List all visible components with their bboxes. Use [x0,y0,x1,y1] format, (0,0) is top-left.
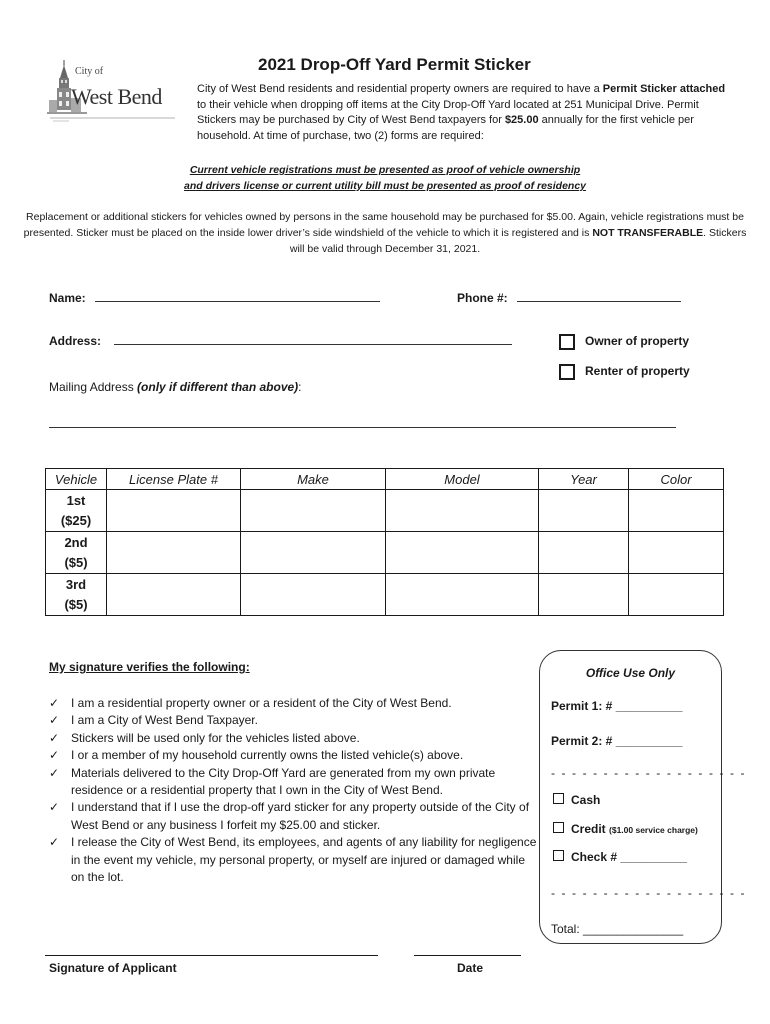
intro-paragraph [197,82,732,144]
table-row [46,532,724,574]
address-label: Address: [49,334,102,348]
proof-line-registration: Current vehicle registrations must be presented as proof of vehicle ownership [189,164,581,176]
credit-checkbox[interactable] [553,822,564,833]
verification-text: Stickers will be used only for the vehicles listed above. [71,730,360,745]
intro-bold-price: $25.00 [504,114,539,126]
mailing-label: Mailing Address [49,380,138,394]
make-cell[interactable] [241,490,386,532]
office-divider-bottom: - - - - - - - - - - - - - - - - - - - [551,886,747,900]
office-divider-top: - - - - - - - - - - - - - - - - - - - [551,766,747,780]
make-cell[interactable] [241,574,386,616]
permit-2-field[interactable]: Permit 2: # __________ [551,734,683,748]
checkmark-icon: ✓ [49,765,60,780]
address-input-line[interactable] [114,334,512,345]
vehicle-label-cell [46,574,107,616]
signature-line[interactable] [45,955,378,956]
check-number-field[interactable]: Check # __________ [571,850,688,864]
checkmark-icon: ✓ [49,730,60,745]
mailing-input-line[interactable] [49,427,676,428]
check-option [553,850,687,864]
table-row [46,490,724,532]
verification-text: Materials delivered to the City Drop-Off Yard are generated from my own private residence or a residential property that I own in the City of West Bend. [71,765,496,798]
phone-input-line[interactable] [517,291,681,302]
model-cell[interactable] [386,574,539,616]
list-item [49,695,539,712]
name-field [49,291,380,305]
header-year: Year [539,469,629,490]
model-cell[interactable] [386,490,539,532]
header-color: Color [629,469,724,490]
date-line[interactable] [414,955,521,956]
proof-line-residency: and drivers license or current utility bill must be presented as proof of residency [183,180,587,192]
intro-text-2: to their vehicle when dropping off items at the City Drop-Off Yard located at 251 Municipal Drive. Permit Stickers may be purchased by City of West Bend taxpayers for [197,98,699,126]
verification-list [49,695,539,886]
color-cell[interactable] [629,490,724,532]
cash-checkbox[interactable] [553,793,564,804]
header-make: Make [241,469,386,490]
city-logo [47,58,177,124]
logo-main-text: West Bend [71,84,162,109]
owner-checkbox[interactable] [559,334,575,350]
header-license-plate: License Plate # [107,469,241,490]
check-checkbox[interactable] [553,850,564,861]
model-cell[interactable] [386,532,539,574]
vehicle-price: ($25) [60,512,92,528]
renter-checkbox[interactable] [559,364,575,380]
replacement-paragraph [20,209,750,257]
replacement-text-1: Replacement or additional stickers for vehicles owned by persons in the same household may be purchased for $5.00. Again, vehicle registrations must be presented. Sticker must be placed on the inside lower driver’s side windshield of the vehicle to which it is registered and is [23,211,744,239]
license-plate-cell[interactable] [107,532,241,574]
not-transferable-text: NOT TRANSFERABLE [592,227,704,239]
office-use-box [539,650,747,944]
vehicle-label-cell [46,490,107,532]
signature-label: Signature of Applicant [49,961,177,975]
verification-text: I understand that if I use the drop-off yard sticker for any property outside of the City of West Bend or any business I forfeit my $25.00 and sticker. [71,800,530,832]
year-cell[interactable] [539,574,629,616]
phone-field [457,291,681,305]
logo-small-text: City of [75,66,104,77]
checkmark-icon: ✓ [49,748,60,763]
license-plate-cell[interactable] [107,490,241,532]
name-label: Name: [49,291,86,305]
signature-section-heading: My signature verifies the following: [49,660,250,674]
renter-label: Renter of property [585,364,690,378]
vehicle-table [45,468,724,616]
list-item [49,712,539,729]
replacement-text-2: . Stickers will be valid through December 31, 2021. [289,227,747,255]
year-cell[interactable] [539,490,629,532]
vehicle-ordinal: 3rd [65,576,87,592]
list-item [49,765,539,800]
proof-requirements [20,162,750,194]
checkmark-icon: ✓ [49,696,60,710]
office-use-title: Office Use Only [585,666,676,680]
credit-note: ($1.00 service charge) [609,825,698,835]
cash-option [553,793,600,807]
list-item [49,834,539,886]
color-cell[interactable] [629,574,724,616]
owner-label: Owner of property [585,334,690,348]
checkmark-icon: ✓ [49,835,60,850]
checkmark-icon: ✓ [49,713,60,728]
permit-1-field[interactable]: Permit 1: # __________ [551,699,683,713]
mailing-address-field [49,380,302,394]
vehicle-price: ($5) [64,554,88,570]
total-field[interactable]: Total: _______________ [551,922,684,936]
table-header-row [46,469,724,490]
list-item [49,730,539,747]
list-item [49,747,539,764]
page-title: 2021 Drop-Off Yard Permit Sticker [258,55,531,74]
intro-text-3: annually for the first vehicle per household. At time of purchase, two (2) forms are required: [197,114,694,142]
intro-bold-permit: Permit Sticker attached [602,83,726,95]
color-cell[interactable] [629,532,724,574]
verification-text: I am a City of West Bend Taxpayer. [71,713,258,728]
date-label: Date [457,961,484,975]
make-cell[interactable] [241,532,386,574]
checkmark-icon: ✓ [49,800,60,815]
mailing-colon: : [298,380,302,394]
vehicle-label-cell [46,532,107,574]
phone-label: Phone #: [457,291,508,305]
name-input-line[interactable] [95,291,380,302]
table-row [46,574,724,616]
address-field [49,334,512,348]
list-item [49,799,539,834]
year-cell[interactable] [539,532,629,574]
header-model: Model [386,469,539,490]
header-vehicle: Vehicle [46,469,107,490]
mailing-note: (only if different than above) [137,380,299,394]
credit-option [553,822,698,836]
vehicle-ordinal: 2nd [64,534,88,550]
verification-text: I or a member of my household currently owns the listed vehicle(s) above. [71,748,464,763]
vehicle-price: ($5) [64,596,88,612]
vehicle-ordinal: 1st [66,492,86,508]
license-plate-cell[interactable] [107,574,241,616]
verification-text: I release the City of West Bend, its employees, and agents of any liability for negligence in the event my vehicle, my personal property, or myself are injured or damaged while on the lot. [71,835,537,885]
credit-label: Credit [571,822,606,836]
cash-label: Cash [571,793,601,807]
verification-text: I am a residential property owner or a resident of the City of West Bend. [71,696,452,710]
intro-text-1: City of West Bend residents and residential property owners are required to have a [197,83,603,95]
